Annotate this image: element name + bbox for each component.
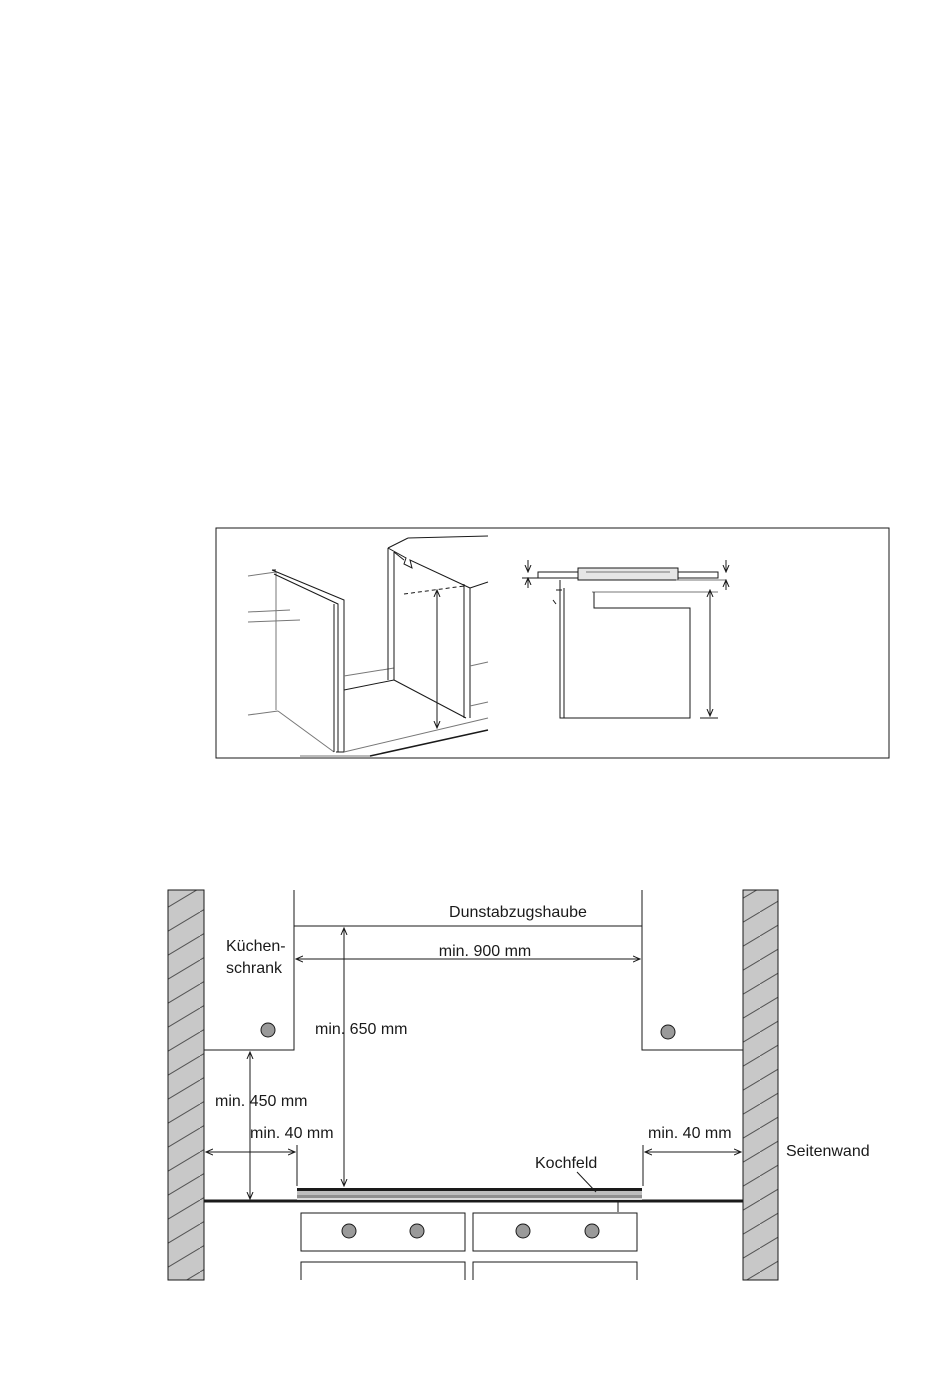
clearance-diagram xyxy=(168,890,870,1280)
hob xyxy=(297,1188,642,1200)
side-wall-label: Seitenwand xyxy=(786,1143,870,1160)
knob-icon xyxy=(261,1023,275,1037)
knob-icon xyxy=(410,1224,424,1238)
min-650-label: min. 650 mm xyxy=(315,1021,408,1038)
cutout-figure-frame xyxy=(216,528,889,758)
right-upper-cabinet xyxy=(642,890,743,1050)
knob-icon xyxy=(585,1224,599,1238)
section-sketch xyxy=(522,560,726,718)
hood-label: Dunstabzugshaube xyxy=(449,904,587,921)
cabinet-label-line2: schrank xyxy=(226,960,283,977)
min-450-label: min. 450 mm xyxy=(215,1093,308,1110)
left-wall xyxy=(168,890,204,1280)
hob-label: Kochfeld xyxy=(535,1155,598,1172)
cutout-figure xyxy=(216,528,889,758)
min-40-left-label: min. 40 mm xyxy=(250,1125,334,1142)
right-wall xyxy=(743,890,778,1280)
knob-icon xyxy=(516,1224,530,1238)
cabinet-label-line1: Küchen- xyxy=(226,938,286,955)
min-40-right-label: min. 40 mm xyxy=(648,1125,732,1142)
drawer xyxy=(301,1213,465,1251)
drawer xyxy=(473,1213,637,1251)
min-900-label: min. 900 mm xyxy=(438,943,532,960)
lower-door xyxy=(473,1262,637,1280)
cabinet-sketch xyxy=(248,536,488,756)
lower-door xyxy=(301,1262,465,1280)
knob-icon xyxy=(342,1224,356,1238)
knob-icon xyxy=(661,1025,675,1039)
